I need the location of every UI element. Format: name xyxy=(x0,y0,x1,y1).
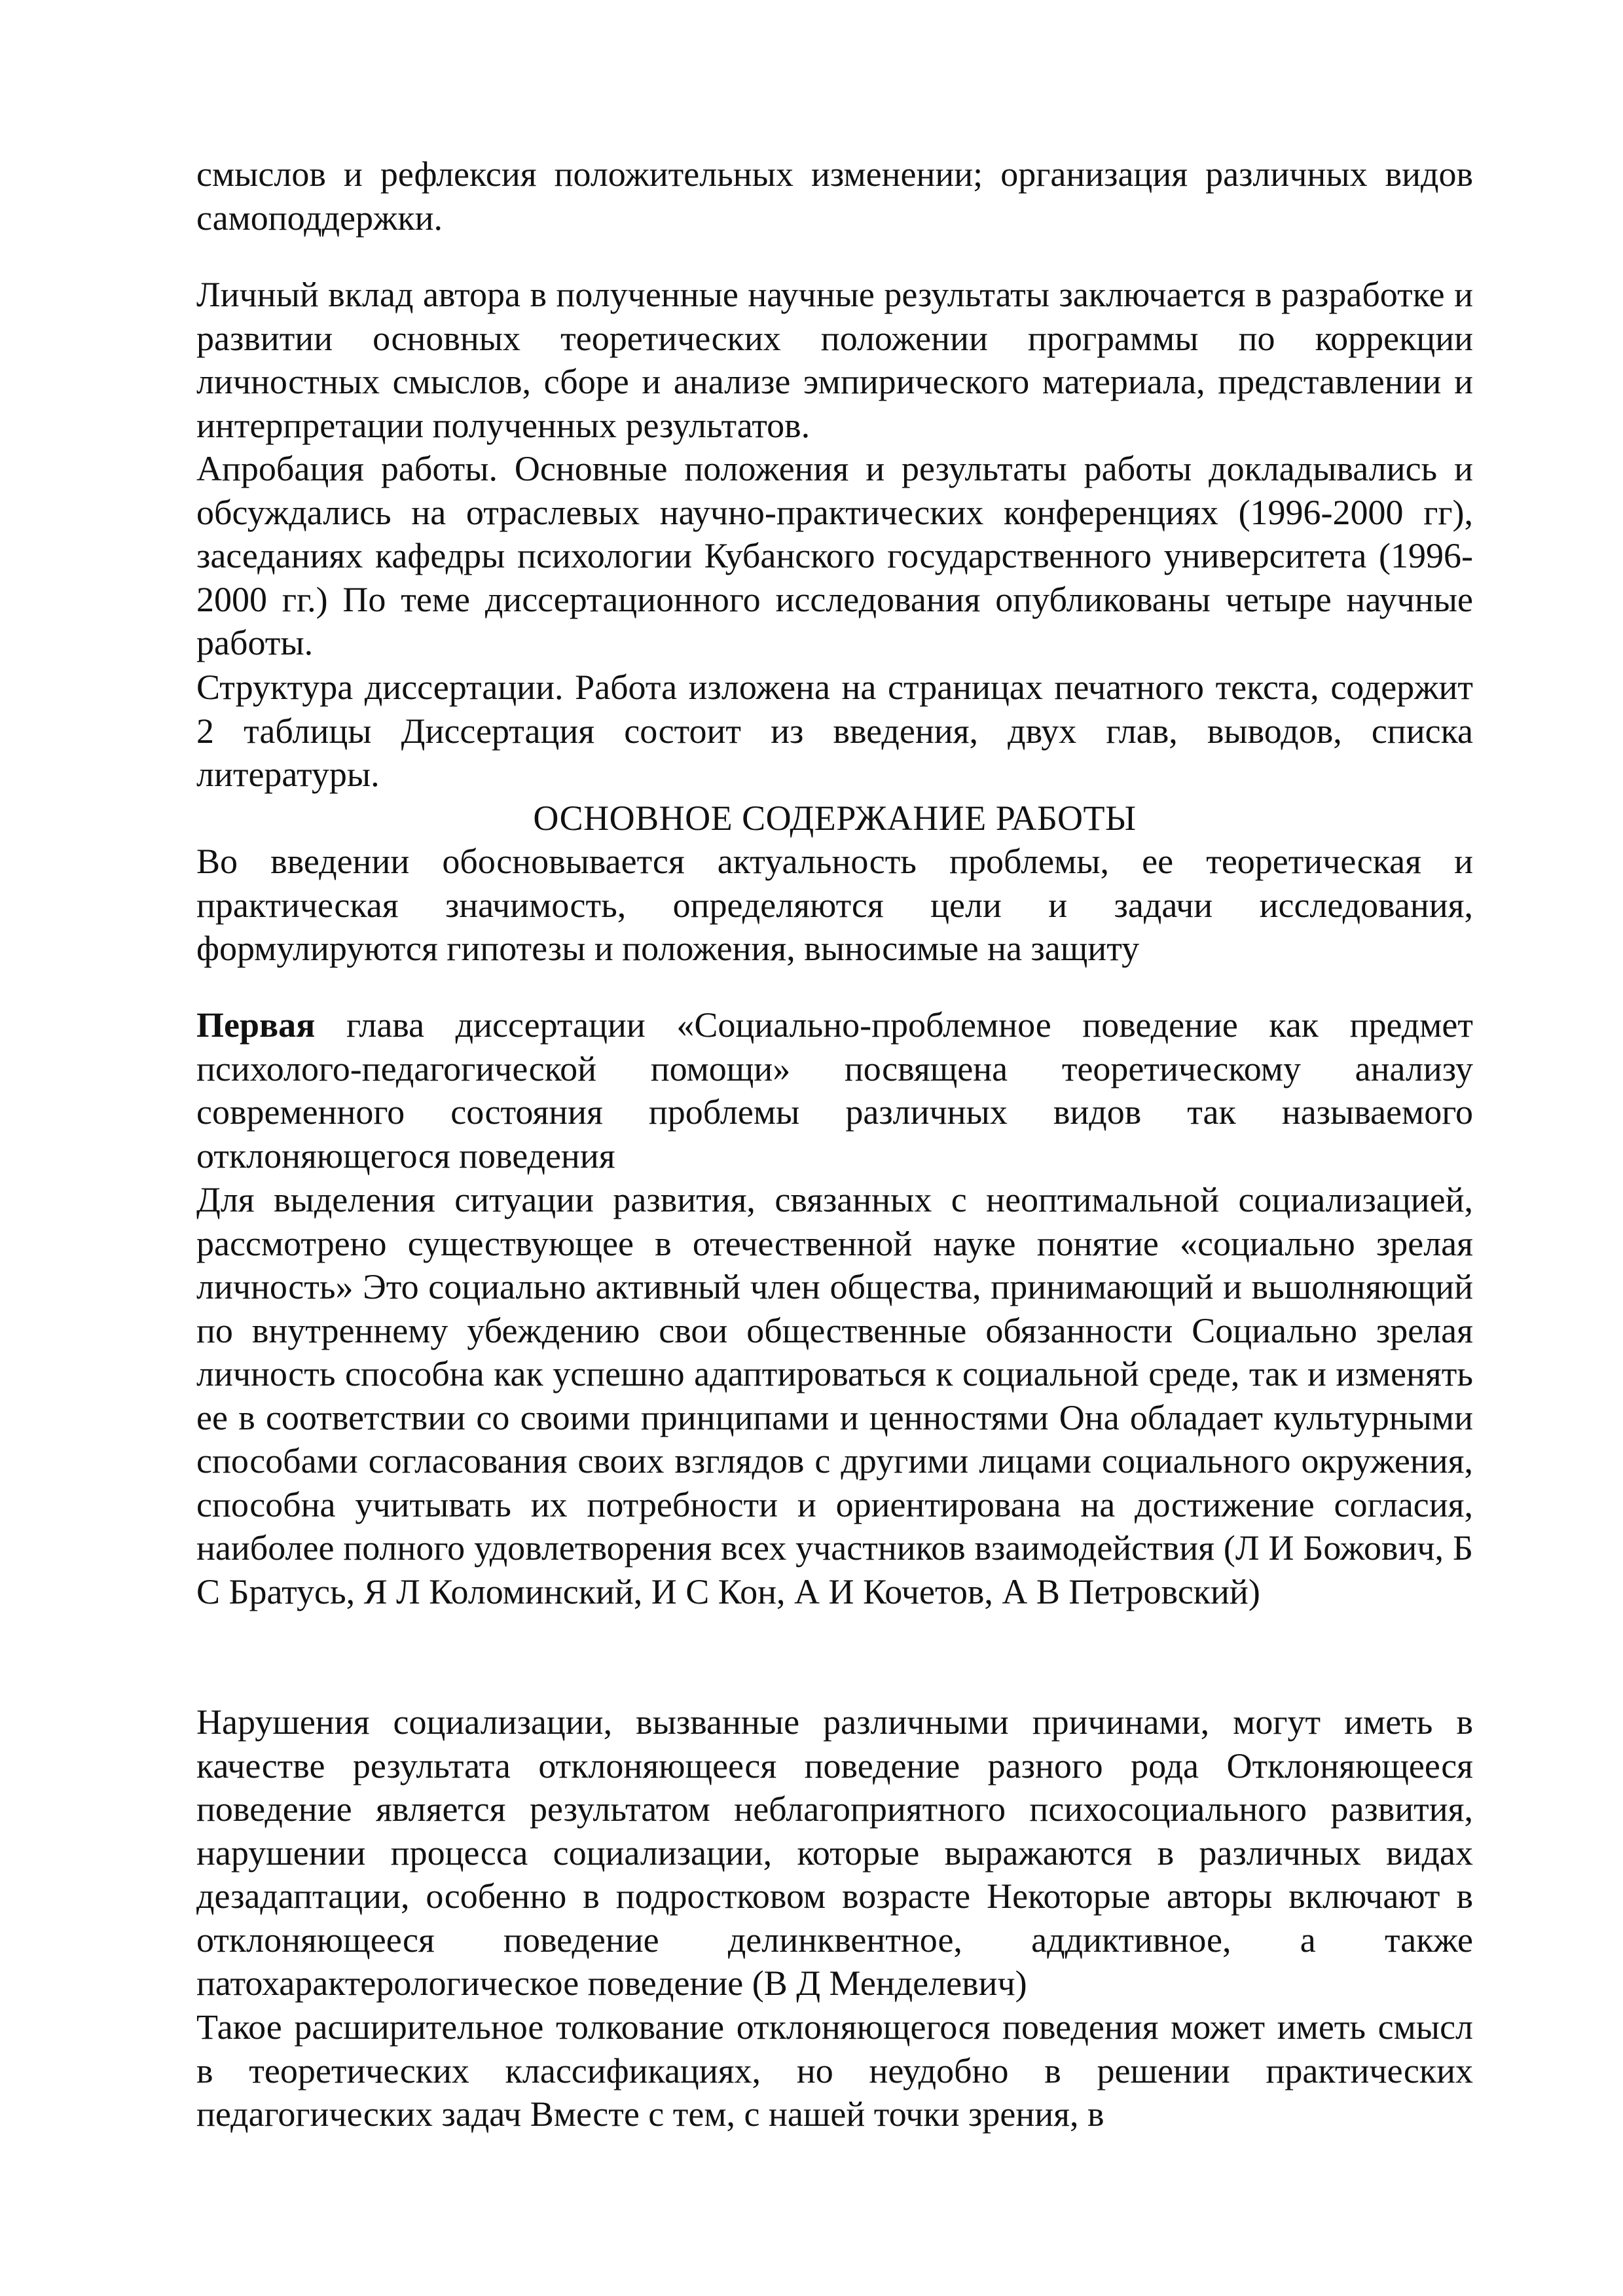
section-heading: ОСНОВНОЕ СОДЕРЖАНИЕ РАБОТЫ xyxy=(533,798,1137,838)
first-chapter-bold: Первая xyxy=(196,1005,316,1045)
first-chapter-text: глава диссертации «Социально-проблемное поведение как предмет психолого-педагогической помощи» посвящена теоретическому анализу современного состояния проблемы различных видов так называемого отклоняющегося поведения xyxy=(196,1005,1473,1175)
paragraph-introduction: Во введении обосновывается актуальность проблемы, ее теоретическая и практическая значимость, определяются цели и задачи исследования, формулируются гипотезы и положения, выносимые на защиту xyxy=(196,842,1473,968)
paragraph-structure: Структура диссертации. Работа изложена на страницах печатного текста, содержит 2 таблицы Диссертация состоит из введения, двух глав, выводов, списка литературы. xyxy=(196,668,1473,794)
paragraph-broad-interpretation: Такое расширительное толкование отклоняющегося поведения может иметь смысл в теоретических классификациях, но неудобно в решении практических педагогических задач Вместе с тем, с нашей точки зрения, в xyxy=(196,2007,1473,2134)
paragraph-self-support: смыслов и рефлексия положительных изменении; организация различных видов самоподдержки. xyxy=(196,154,1473,238)
paragraph-socialization-disorders: Нарушения социализации, вызванные различными причинами, могут иметь в качестве результата отклоняющееся поведение разного рода Отклоняющееся поведение является результатом неблагоприятного психосоциального развития, нарушении процесса социализации, которые выражаются в различных видах дезадаптации, особенно в подростковом возрасте Некоторые авторы включают в отклоняющееся поведение делинквентное, аддиктивное, а также патохарактерологическое поведение (В Д Менделевич) xyxy=(196,1702,1473,2003)
paragraph-approbation: Апробация работы. Основные положения и результаты работы докладывались и обсуждались на отраслевых научно-практических конференциях (1996-2000 гг), заседаниях кафедры психологии Кубанского государственного университета (1996-2000 гг.) По теме диссертационного исследования опубликованы четыре научные работы. xyxy=(196,449,1473,662)
paragraph-first-chapter xyxy=(196,1003,1473,1177)
paragraph-personal-contribution: Личный вклад автора в полученные научные результаты заключается в разработке и развитии основных теоретических положении программы по коррекции личностных смыслов, сборе и анализе эмпирического материала, представлении и интерпретации полученных результатов. xyxy=(196,275,1473,445)
paragraph-social-maturity: Для выделения ситуации развития, связанных с неоптимальной социализацией, рассмотрено существующее в отечественной науке понятие «социально зрелая личность» Это социально активный член общества, принимающий и вьшолняющий по внутреннему убеждению свои общественные обязанности Социально зрелая личность способна как успешно адаптироваться к социальной среде, так и изменять ее в соответствии со своими принципами и ценностями Она обладает культурными способами согласования своих взглядов с другими лицами социального окружения, способна учитывать их потребности и ориентирована на достижение согласия, наиболее полного удовлетворения всех участников взаимодействия (Л И Божович, Б С Братусь, Я Л Коломинский, И С Кон, А И Кочетов, А В Петровский) xyxy=(196,1180,1473,1611)
